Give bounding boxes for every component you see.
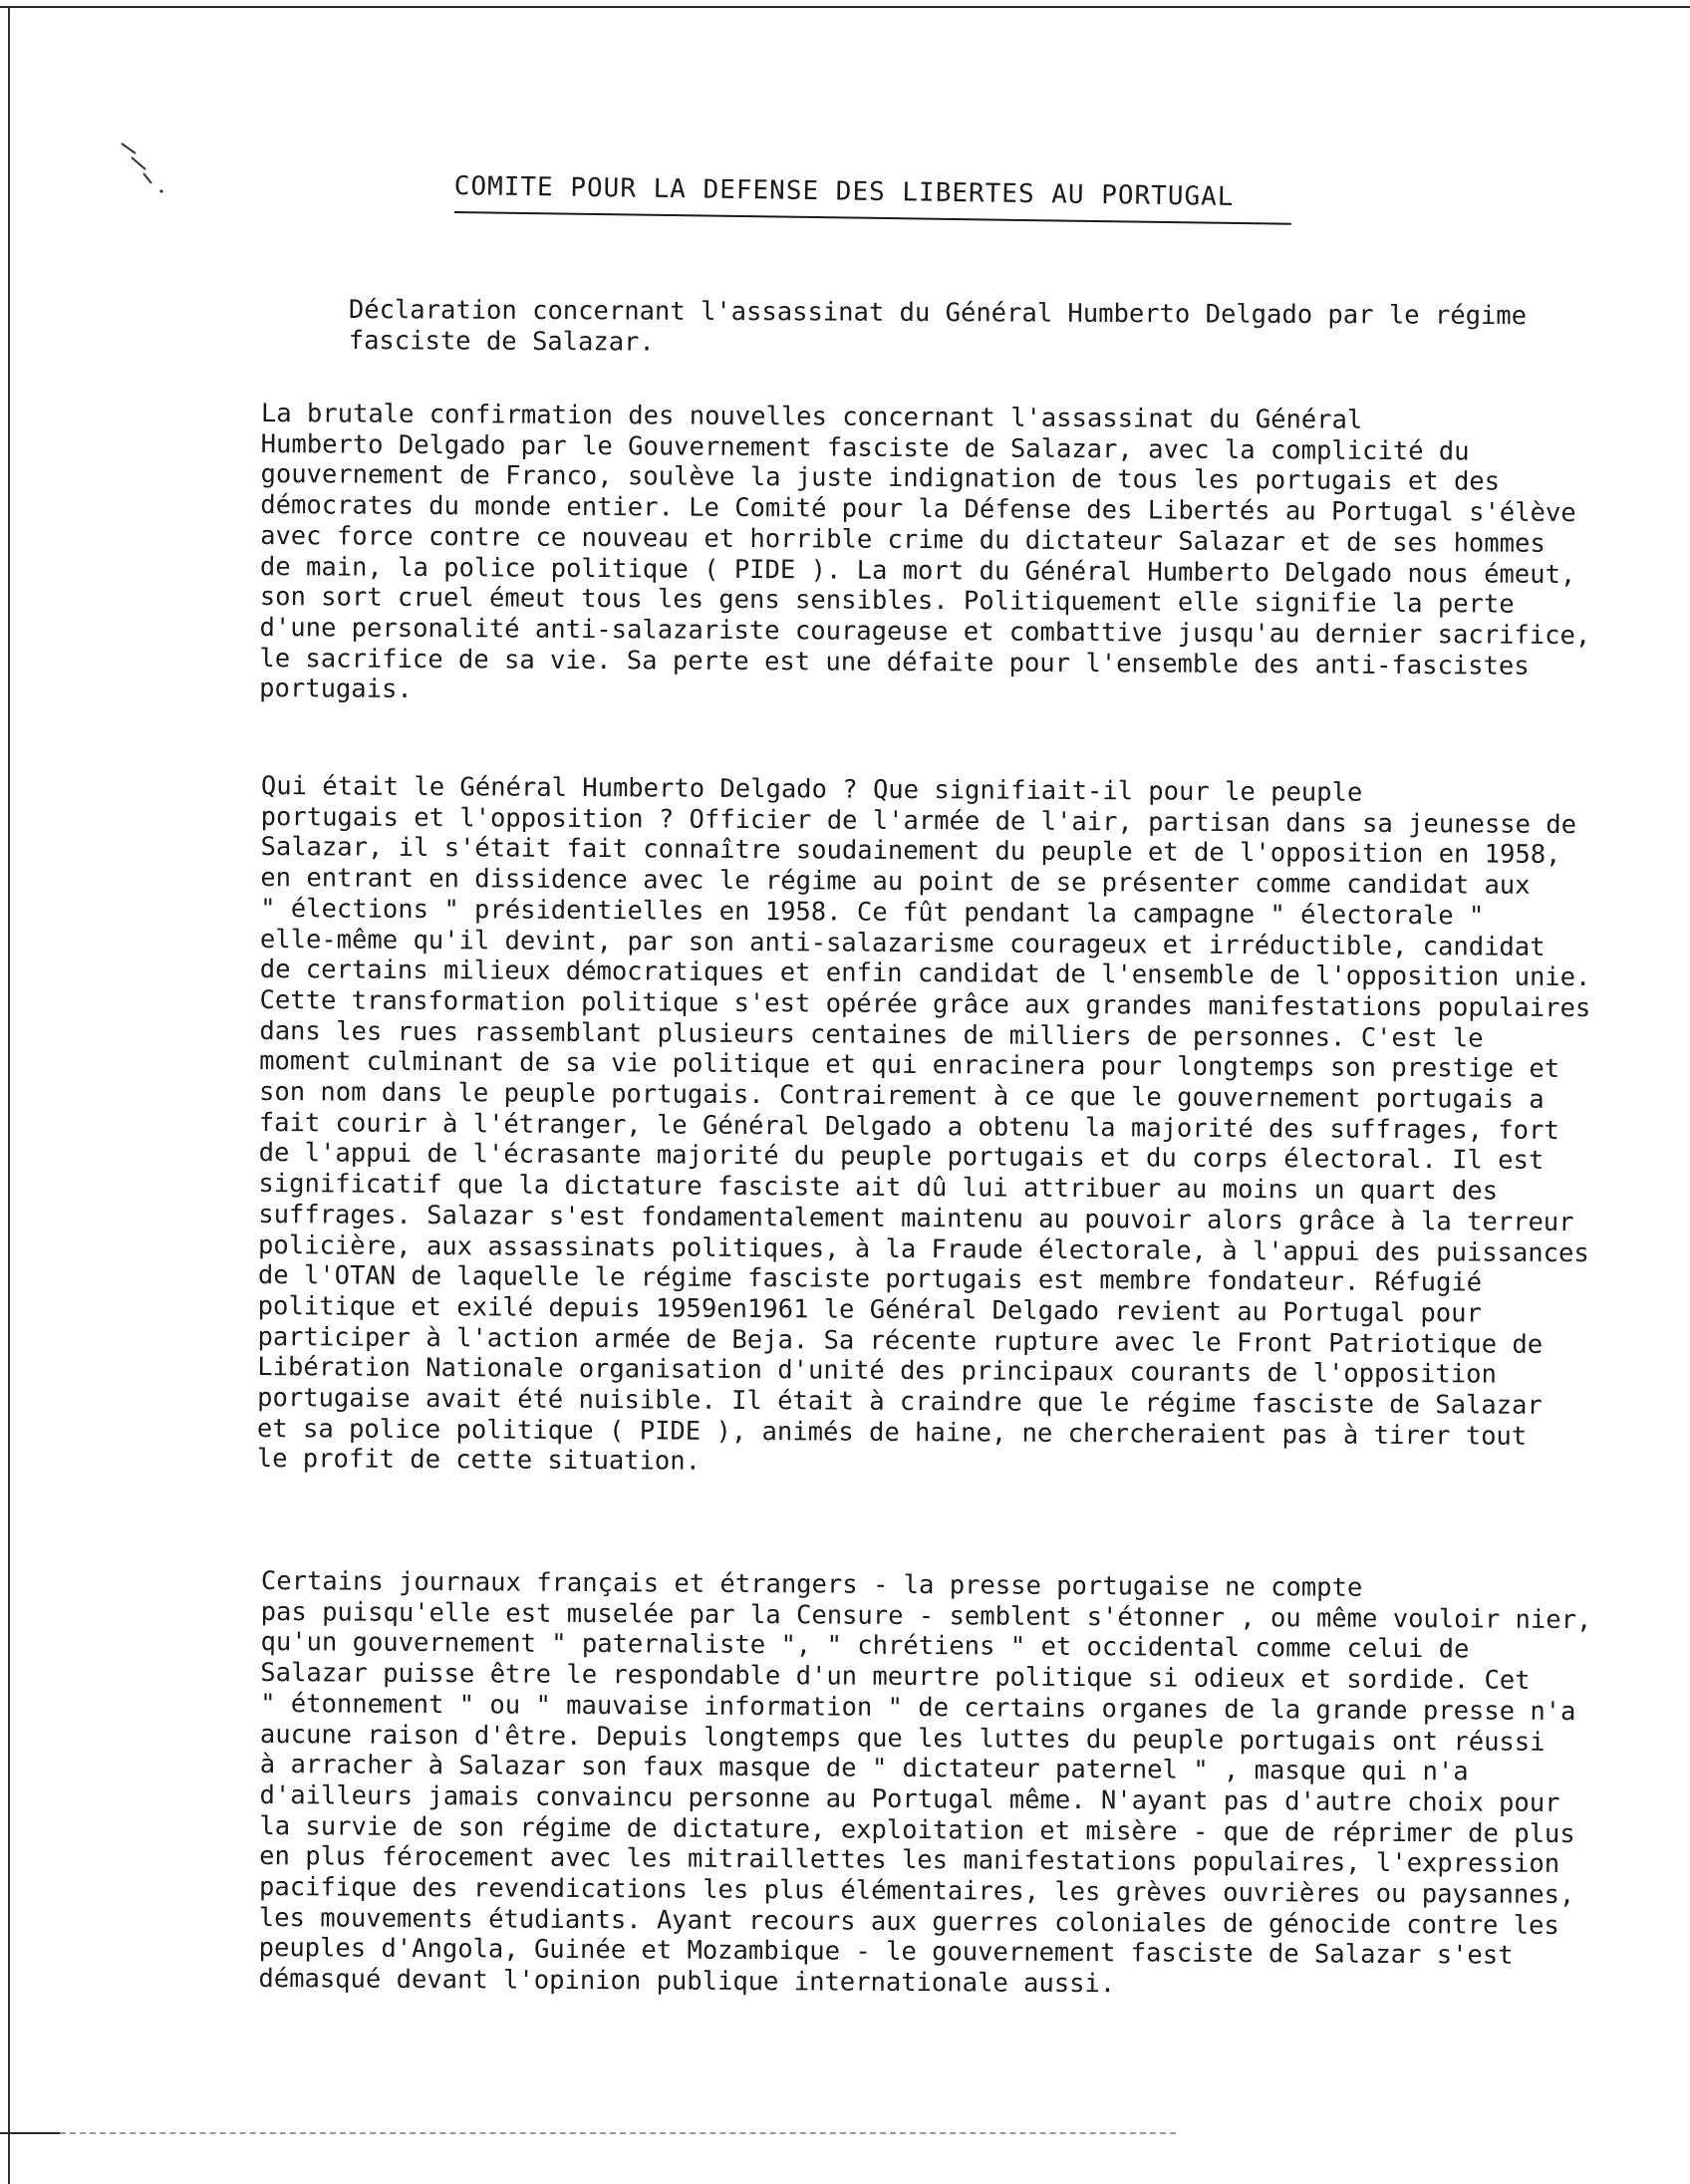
paragraph-1: La brutale confirmation des nouvelles concernant l'assassinat du Général Humberto Delgado par le Gouvernement fasciste de Salazar, avec la complicité du gouvernement de Franco, soulève la juste indignation de tous les portugais et des démocrates du monde entier. Le Comité pour la Défense des Libertés au Portugal s'élève avec force contre ce nouveau et horrible crime du dictateur Salazar et de ses hommes de main, la police politique ( PIDE ). La mort du Général Humberto Delgado nous émeut, son sort cruel émeut tous les gens sensibles. Politiquement elle signifie la perte d'une personalité anti-salazariste courageuse et combattive jusqu'au dernier sacrifice, le sacrifice de sa vie. Sa perte est une défaite pour l'ensemble des anti-fascistes portugais. [259,399,1591,705]
scan-bottom-rule [60,2132,1176,2134]
paragraph-3: Certains journaux français et étrangers - la presse portugaise ne compte pas puisqu'elle est muselée par la Censure - semblent s'étonner , ou même vouloir nier, qu'un gouvernement " paternaliste ", " chrétiens " et occidental comme celui de Salazar puisse être le respondable d'un meurtre politique si odieux et sordide. Cet " étonnement " ou " mauvaise information " de certains organes de la grande presse n'a aucune raison d'être. Depuis longtemps que les luttes du peuple portugais ont réussi à arracher à Salazar son faux masque de " dictateur paternel " , masque qui n'a d'ailleurs jamais convaincu personne au Portugal même. N'ayant pas d'autre choix pour la survie de son régime de dictature, exploitation et misère - que de réprimer de plus en plus férocement avec les mitraillettes les manifestations populaires, l'expression pacifique des revendications les plus élémentaires, les grèves ouvrières ou paysannes, les mouvements étudiants. Ayant recours aux guerres coloniales de génocide contre les peuples d'Angola, Guinée et Mozambique - le gouvernement fasciste de Salazar s'est démasqué devant l'opinion publique internationale aussi. [258,1566,1592,2000]
page-title: COMITE POUR LA DEFENSE DES LIBERTES AU PORTUGAL [453,171,1235,212]
paragraph-2: Qui était le Général Humberto Delgado ? Que signifiait-il pour le peuple portugais et l'opposition ? Officier de l'armée de l'air, partisan dans sa jeunesse de Salazar, il s'était fait connaître soudainement du peuple et de l'opposition en 1958, en entrant en dissidence avec le régime au point de se présenter comme candidat aux " élections " présidentielles en 1958. Ce fût pendant la campagne " électorale " elle-même qu'il devint, par son anti-salazarisme courageux et irréductible, candidat de certains milieux démocratiques et enfin candidat de l'ensemble de l'opposition unie. Cette transformation politique s'est opérée grâce aux grandes manifestations populaires dans les rues rassemblant plusieurs centaines de milliers de personnes. C'est le moment culminant de sa vie politique et qui enracinera pour longtemps son prestige et son nom dans le peuple portugais. Contrairement à ce que le gouvernement portugais a fait courir à l'étranger, le Général Delgado a obtenu la majorité des suffrages, fort de l'appui de l'écrasante majorité du peuple portugais et du corps électoral. Il est significatif que la dictature fasciste ait dû lui attribuer au moins un quart des suffrages. Salazar s'est fondamentalement maintenu au pouvoir alors grâce à la terreur policière, aux assassinats politiques, à la Fraude électorale, à l'appui des puissances de l'OTAN de laquelle le régime fasciste portugais est membre fondateur. Réfugié politique et exilé depuis 1959en1961 le Général Delgado revient au Portugal pour participer à l'action armée de Beja. Sa récente rupture avec le Front Patriotique de Libération Nationale organisation d'unité des principaux courants de l'opposition portugaise avait été nuisible. Il était à craindre que le régime fasciste de Salazar et sa police politique ( PIDE ), animés de haine, ne chercheraient pas à tirer tout le profit de cette situation. [256,771,1591,1478]
scan-border-top [0,6,1690,8]
declaration-intro: Déclaration concernant l'assassinat du Général Humberto Delgado par le régime fasciste de Salazar. [348,295,1528,358]
scan-smudge-mark [118,139,167,199]
scan-border-left [8,6,10,2184]
title-underline [454,211,1291,225]
scan-bottom-mark [0,2132,60,2134]
